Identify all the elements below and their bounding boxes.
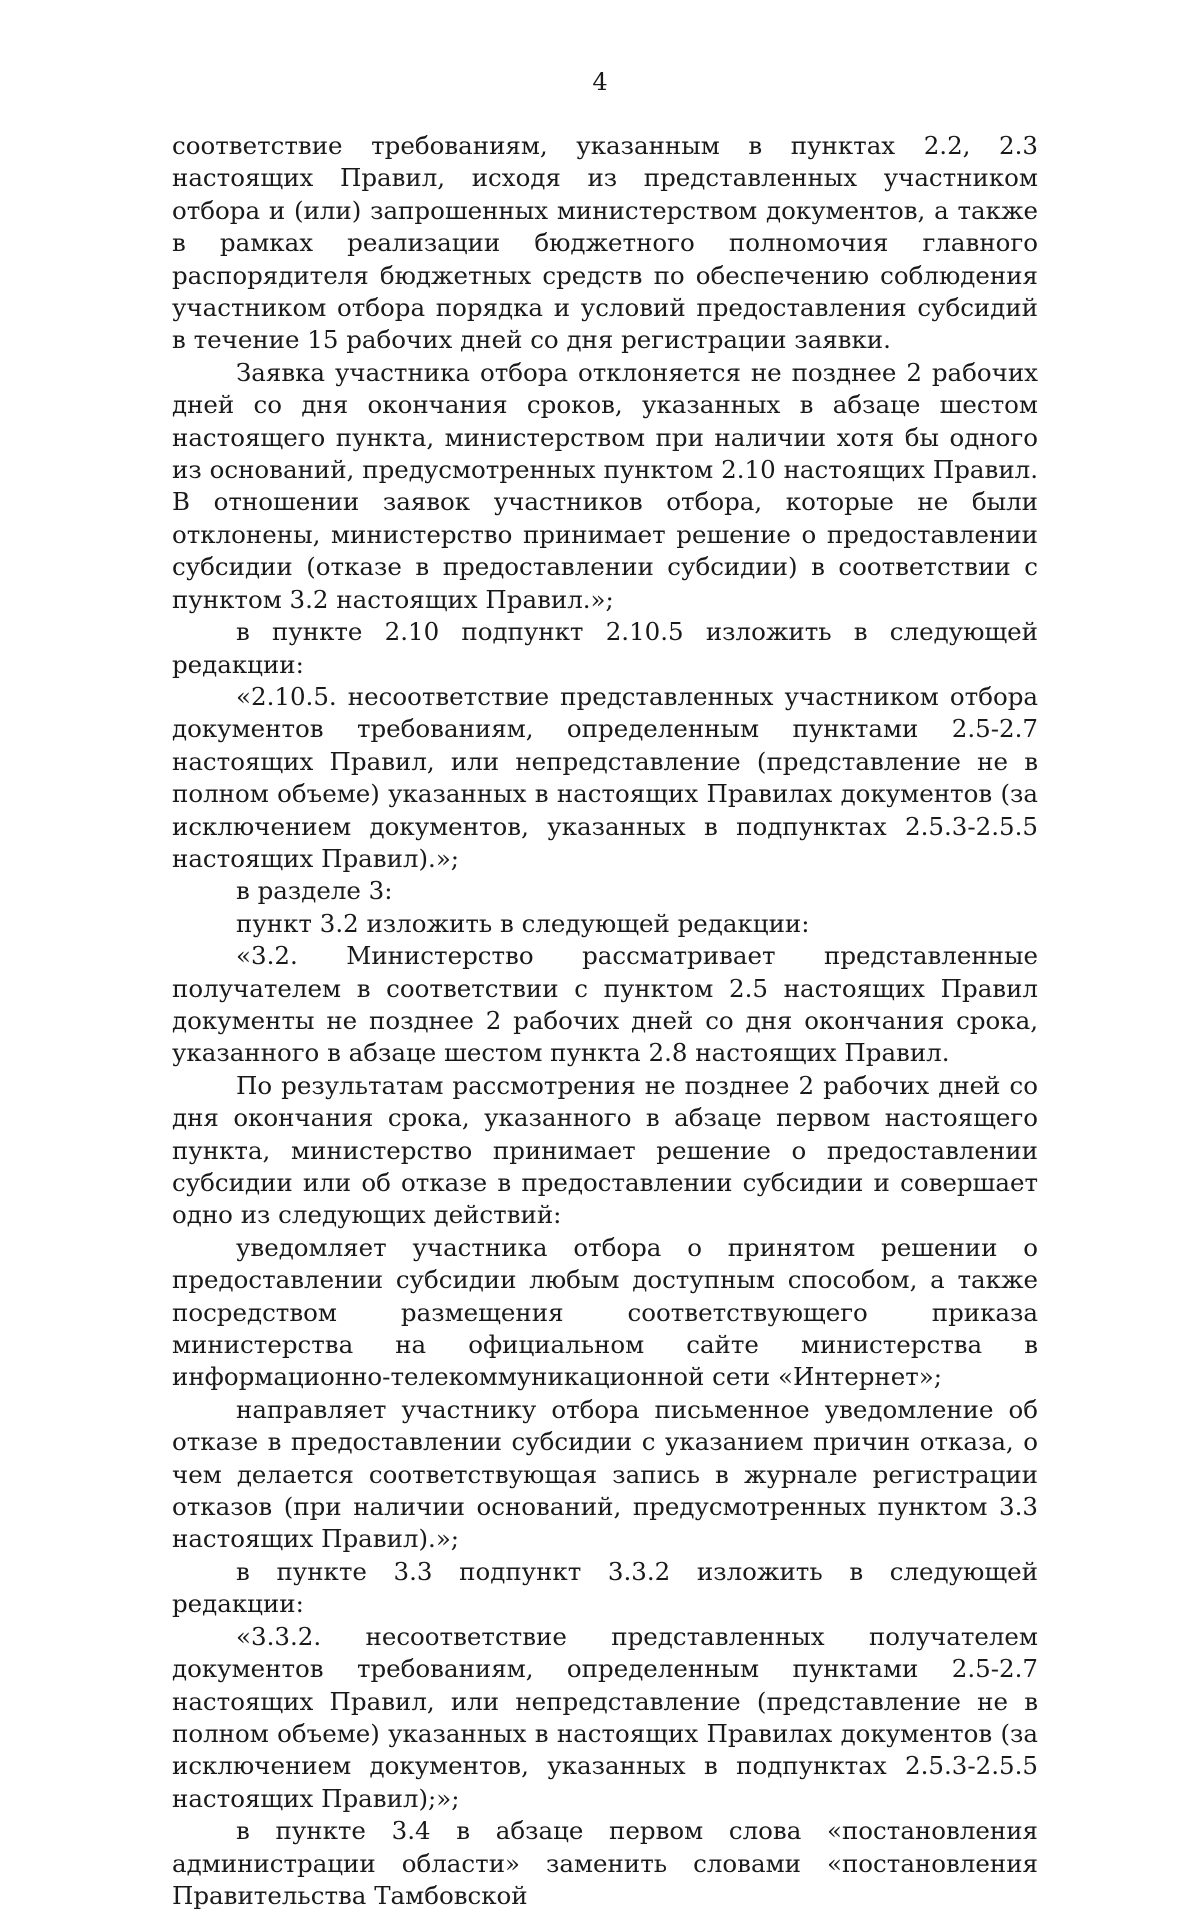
paragraph: в разделе 3: [236, 876, 393, 906]
paragraph: Заявка участника отбора отклоняется не позднее 2 рабочих дней со дня окончания сроков, указанных в абзаце шестом настоящего пункта, министерством при наличии хотя бы одного из оснований, предусмотренных пунктом 2.10 настоящих Правил. В отношении заявок участников отбора, которые не были отклонены, министерство принимает решение о предоставлении субсидии (отказе в предоставлении субсидии) в соответствии с пунктом 3.2 настоящих Правил.»; [172, 357, 1038, 614]
paragraph: направляет участнику отбора письменное уведомление об отказе в предоставлении субсидии с указанием причин отказа, о чем делается соответствующая запись в журнале регистрации отказов (при наличии оснований, предусмотренных пунктом 3.3 настоящих Правил).»; [172, 1394, 1038, 1554]
paragraph: По результатам рассмотрения не позднее 2 рабочих дней со дня окончания срока, указанного в абзаце первом настоящего пункта, министерство принимает решение о предоставлении субсидии или об отказе в предоставлении субсидии и совершает одно из следующих действий: [172, 1070, 1038, 1230]
paragraph: в пункте 3.3 подпункт 3.3.2 изложить в следующей редакции: [172, 1556, 1038, 1619]
paragraph: в пункте 2.10 подпункт 2.10.5 изложить в следующей редакции: [172, 617, 1038, 679]
paragraph: пункт 3.2 изложить в следующей редакции: [236, 908, 810, 938]
document-body [172, 130, 1038, 1912]
paragraph: соответствие требованиям, указанным в пунктах 2.2, 2.3 настоящих Правил, исходя из представленных участником отбора и (или) запрошенных министерством документов, а также в рамках реализации бюджетного полномочия главного распорядителя бюджетных средств по обеспечению соблюдения участником отбора порядка и условий предоставления субсидий в течение 15 рабочих дней со дня регистрации заявки. [172, 131, 1038, 355]
paragraph: «2.10.5. несоответствие представленных участником отбора документов требованиям, определенным пунктами 2.5-2.7 настоящих Правил, или непредставление (представление не в полном объеме) указанных в настоящих Правилах документов (за исключением документов, указанных в подпунктах 2.5.3-2.5.5 настоящих Правил).»; [172, 681, 1038, 873]
page-number: 4 [592, 68, 608, 96]
paragraph: «3.3.2. несоответствие представленных получателем документов требованиям, определенным пунктами 2.5-2.7 настоящих Правил, или непредставление (представление не в полном объеме) указанных в настоящих Правилах документов (за исключением документов, указанных в подпунктах 2.5.3-2.5.5 настоящих Правил);»; [172, 1621, 1038, 1813]
paragraph: в пункте 3.4 в абзаце первом слова «постановления администрации области» заменить словами «постановления Правительства Тамбовской [172, 1816, 1038, 1910]
paragraph: «3.2. Министерство рассматривает представленные получателем в соответствии с пунктом 2.5 настоящих Правил документы не позднее 2 рабочих дней со дня окончания срока, указанного в абзаце шестом пункта 2.8 настоящих Правил. [172, 941, 1038, 1068]
paragraph: уведомляет участника отбора о принятом решении о предоставлении субсидии любым доступным способом, а также посредством размещения соответствующего приказа министерства на официальном сайте министерства в информационно-телекоммуникационной сети «Интернет»; [172, 1232, 1038, 1392]
